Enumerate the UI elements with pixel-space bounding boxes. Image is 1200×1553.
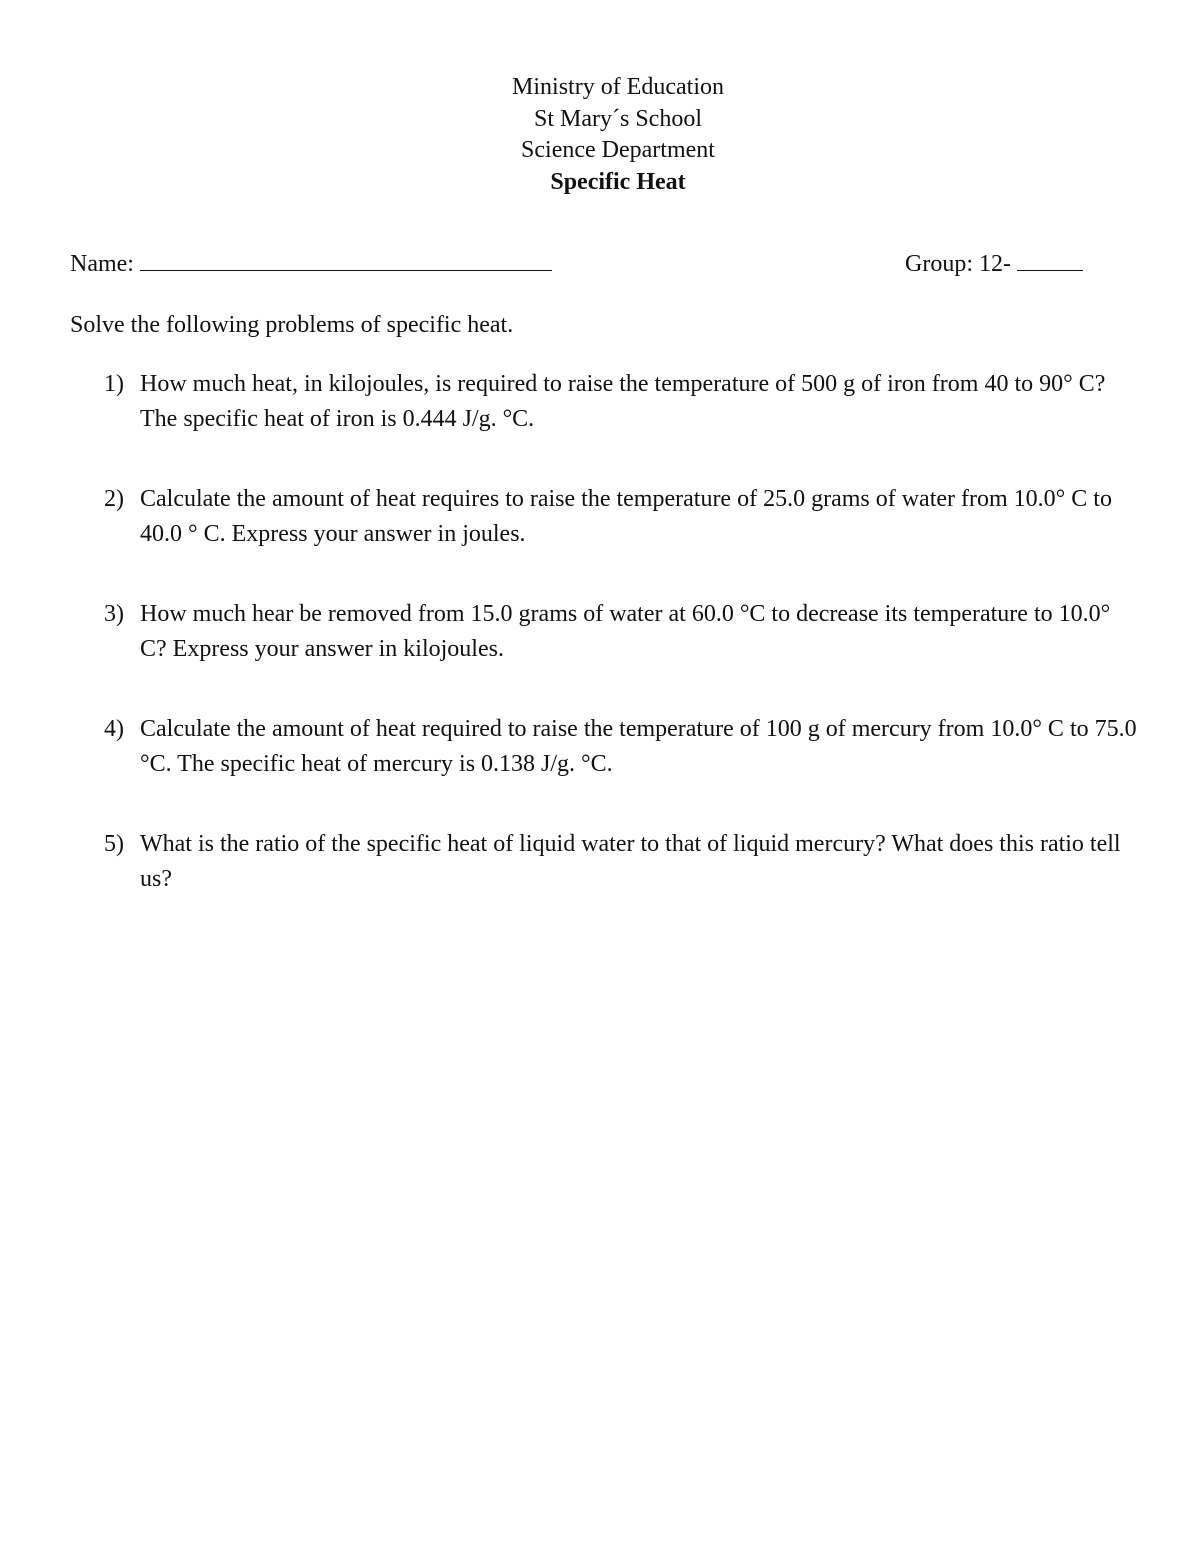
name-blank-line[interactable]: [140, 248, 552, 271]
group-blank-line[interactable]: [1017, 248, 1083, 271]
problem-number: 5): [104, 831, 124, 857]
problem-list: [70, 367, 1140, 942]
problem-text: How much heat, in kilojoules, is required to raise the temperature of 500 g of iron from 40 to 90° C? The specific heat of iron is 0.444 J/g. °C.: [140, 371, 1106, 432]
problem-item: [70, 712, 1140, 781]
school-line: St Mary´s School: [534, 105, 702, 132]
problem-number: 1): [104, 371, 124, 397]
ministry-line: Ministry of Education: [512, 74, 724, 100]
problem-item: [70, 597, 1140, 666]
problem-number: 3): [104, 601, 124, 627]
problem-item: [70, 827, 1140, 896]
worksheet-title: Specific Heat: [550, 168, 686, 195]
problem-item: [70, 482, 1140, 551]
name-label: Name:: [70, 251, 134, 277]
problem-number: 2): [104, 486, 124, 512]
problem-number: 4): [104, 716, 124, 742]
problem-text: What is the ratio of the specific heat of liquid water to that of liquid mercury? What does this ratio tell us?: [140, 831, 1121, 892]
group-label: Group: 12-: [905, 251, 1011, 277]
instructions-text: Solve the following problems of specific heat.: [70, 312, 514, 338]
name-field-row: [70, 248, 552, 280]
problem-text: Calculate the amount of heat required to raise the temperature of 100 g of mercury from 10.0° C to 75.0 °C. The specific heat of mercury is 0.138 J/g. °C.: [140, 716, 1137, 777]
problem-text: How much hear be removed from 15.0 grams of water at 60.0 °C to decrease its temperature to 10.0° C? Express your answer in kilojoules.: [140, 601, 1111, 662]
problem-item: [70, 367, 1140, 436]
document-header: [0, 72, 1200, 198]
group-field-row: [905, 248, 1083, 280]
department-line: Science Department: [521, 137, 715, 163]
problem-text: Calculate the amount of heat requires to raise the temperature of 25.0 grams of water from 10.0° C to 40.0 ° C. Express your answer in joules.: [140, 486, 1112, 547]
